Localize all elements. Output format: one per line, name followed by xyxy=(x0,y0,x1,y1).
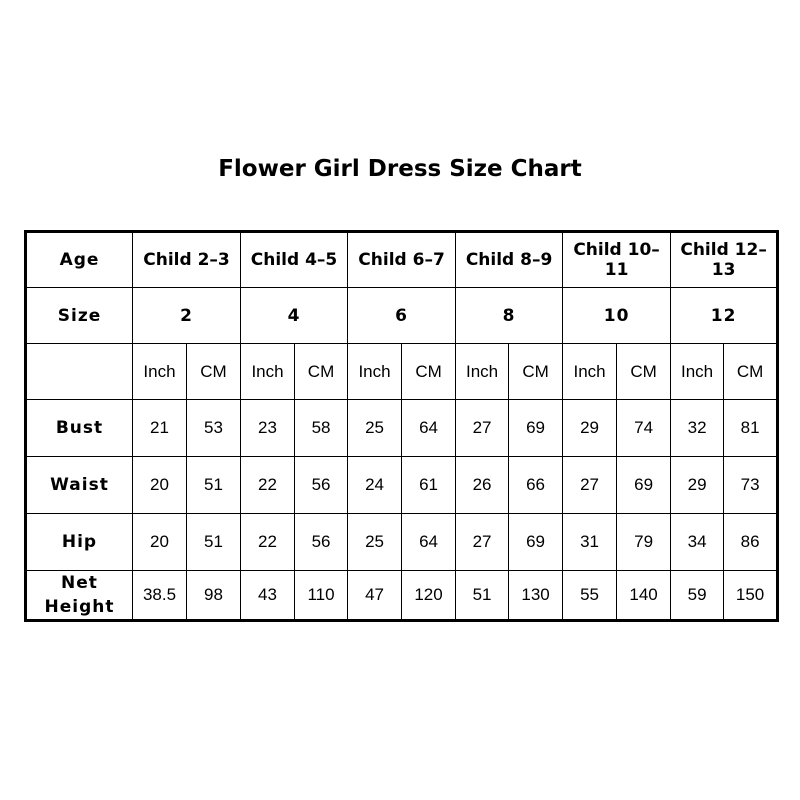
unit-header: CM xyxy=(295,344,348,400)
waist-value: 56 xyxy=(295,457,348,514)
row-label-age: Age xyxy=(26,232,133,288)
waist-value: 27 xyxy=(563,457,617,514)
waist-value: 66 xyxy=(509,457,563,514)
net-height-value: 120 xyxy=(402,571,456,621)
bust-value: 23 xyxy=(241,400,295,457)
waist-value: 20 xyxy=(133,457,187,514)
net-height-row xyxy=(26,571,778,621)
size-header: 8 xyxy=(456,288,563,344)
age-header: Child 6–7 xyxy=(348,232,456,288)
unit-header: CM xyxy=(724,344,778,400)
row-label-net-height xyxy=(26,571,133,621)
hip-value: 20 xyxy=(133,514,187,571)
unit-header: Inch xyxy=(241,344,295,400)
bust-value: 69 xyxy=(509,400,563,457)
hip-value: 34 xyxy=(671,514,724,571)
unit-row xyxy=(26,344,778,400)
bust-value: 58 xyxy=(295,400,348,457)
hip-value: 31 xyxy=(563,514,617,571)
net-height-value: 110 xyxy=(295,571,348,621)
net-height-value: 43 xyxy=(241,571,295,621)
waist-value: 51 xyxy=(187,457,241,514)
waist-value: 24 xyxy=(348,457,402,514)
unit-header: CM xyxy=(617,344,671,400)
size-header: 12 xyxy=(671,288,778,344)
age-header: Child 4–5 xyxy=(241,232,348,288)
age-header: Child 8–9 xyxy=(456,232,563,288)
empty-cell xyxy=(26,344,133,400)
waist-value: 73 xyxy=(724,457,778,514)
hip-value: 27 xyxy=(456,514,509,571)
row-label-size: Size xyxy=(26,288,133,344)
bust-value: 21 xyxy=(133,400,187,457)
bust-value: 74 xyxy=(617,400,671,457)
row-label-bust: Bust xyxy=(26,400,133,457)
unit-header: CM xyxy=(509,344,563,400)
waist-value: 61 xyxy=(402,457,456,514)
net-height-value: 150 xyxy=(724,571,778,621)
waist-row xyxy=(26,457,778,514)
size-header: 6 xyxy=(348,288,456,344)
hip-value: 86 xyxy=(724,514,778,571)
age-row xyxy=(26,232,778,288)
net-height-value: 98 xyxy=(187,571,241,621)
unit-header: CM xyxy=(402,344,456,400)
size-header: 10 xyxy=(563,288,671,344)
net-height-value: 140 xyxy=(617,571,671,621)
bust-value: 29 xyxy=(563,400,617,457)
net-height-value: 55 xyxy=(563,571,617,621)
hip-value: 64 xyxy=(402,514,456,571)
waist-value: 22 xyxy=(241,457,295,514)
unit-header: Inch xyxy=(133,344,187,400)
size-header: 2 xyxy=(133,288,241,344)
unit-header: Inch xyxy=(563,344,617,400)
net-height-value: 38.5 xyxy=(133,571,187,621)
bust-row xyxy=(26,400,778,457)
size-chart-table xyxy=(24,230,779,622)
bust-value: 27 xyxy=(456,400,509,457)
hip-value: 22 xyxy=(241,514,295,571)
unit-header: Inch xyxy=(348,344,402,400)
size-row xyxy=(26,288,778,344)
unit-header: CM xyxy=(187,344,241,400)
hip-value: 25 xyxy=(348,514,402,571)
net-height-value: 130 xyxy=(509,571,563,621)
hip-value: 51 xyxy=(187,514,241,571)
waist-value: 26 xyxy=(456,457,509,514)
hip-value: 69 xyxy=(509,514,563,571)
bust-value: 64 xyxy=(402,400,456,457)
net-height-value: 51 xyxy=(456,571,509,621)
hip-value: 79 xyxy=(617,514,671,571)
row-label-hip: Hip xyxy=(26,514,133,571)
size-header: 4 xyxy=(241,288,348,344)
bust-value: 81 xyxy=(724,400,778,457)
row-label-net-height-line1: Net xyxy=(61,573,98,593)
row-label-waist: Waist xyxy=(26,457,133,514)
waist-value: 69 xyxy=(617,457,671,514)
age-header: Child 10–11 xyxy=(563,232,671,288)
chart-title: Flower Girl Dress Size Chart xyxy=(218,156,582,182)
bust-value: 53 xyxy=(187,400,241,457)
net-height-value: 59 xyxy=(671,571,724,621)
hip-row xyxy=(26,514,778,571)
net-height-value: 47 xyxy=(348,571,402,621)
unit-header: Inch xyxy=(671,344,724,400)
waist-value: 29 xyxy=(671,457,724,514)
row-label-net-height-line2: Height xyxy=(44,597,115,617)
age-header: Child 12–13 xyxy=(671,232,778,288)
bust-value: 25 xyxy=(348,400,402,457)
hip-value: 56 xyxy=(295,514,348,571)
unit-header: Inch xyxy=(456,344,509,400)
age-header: Child 2–3 xyxy=(133,232,241,288)
bust-value: 32 xyxy=(671,400,724,457)
